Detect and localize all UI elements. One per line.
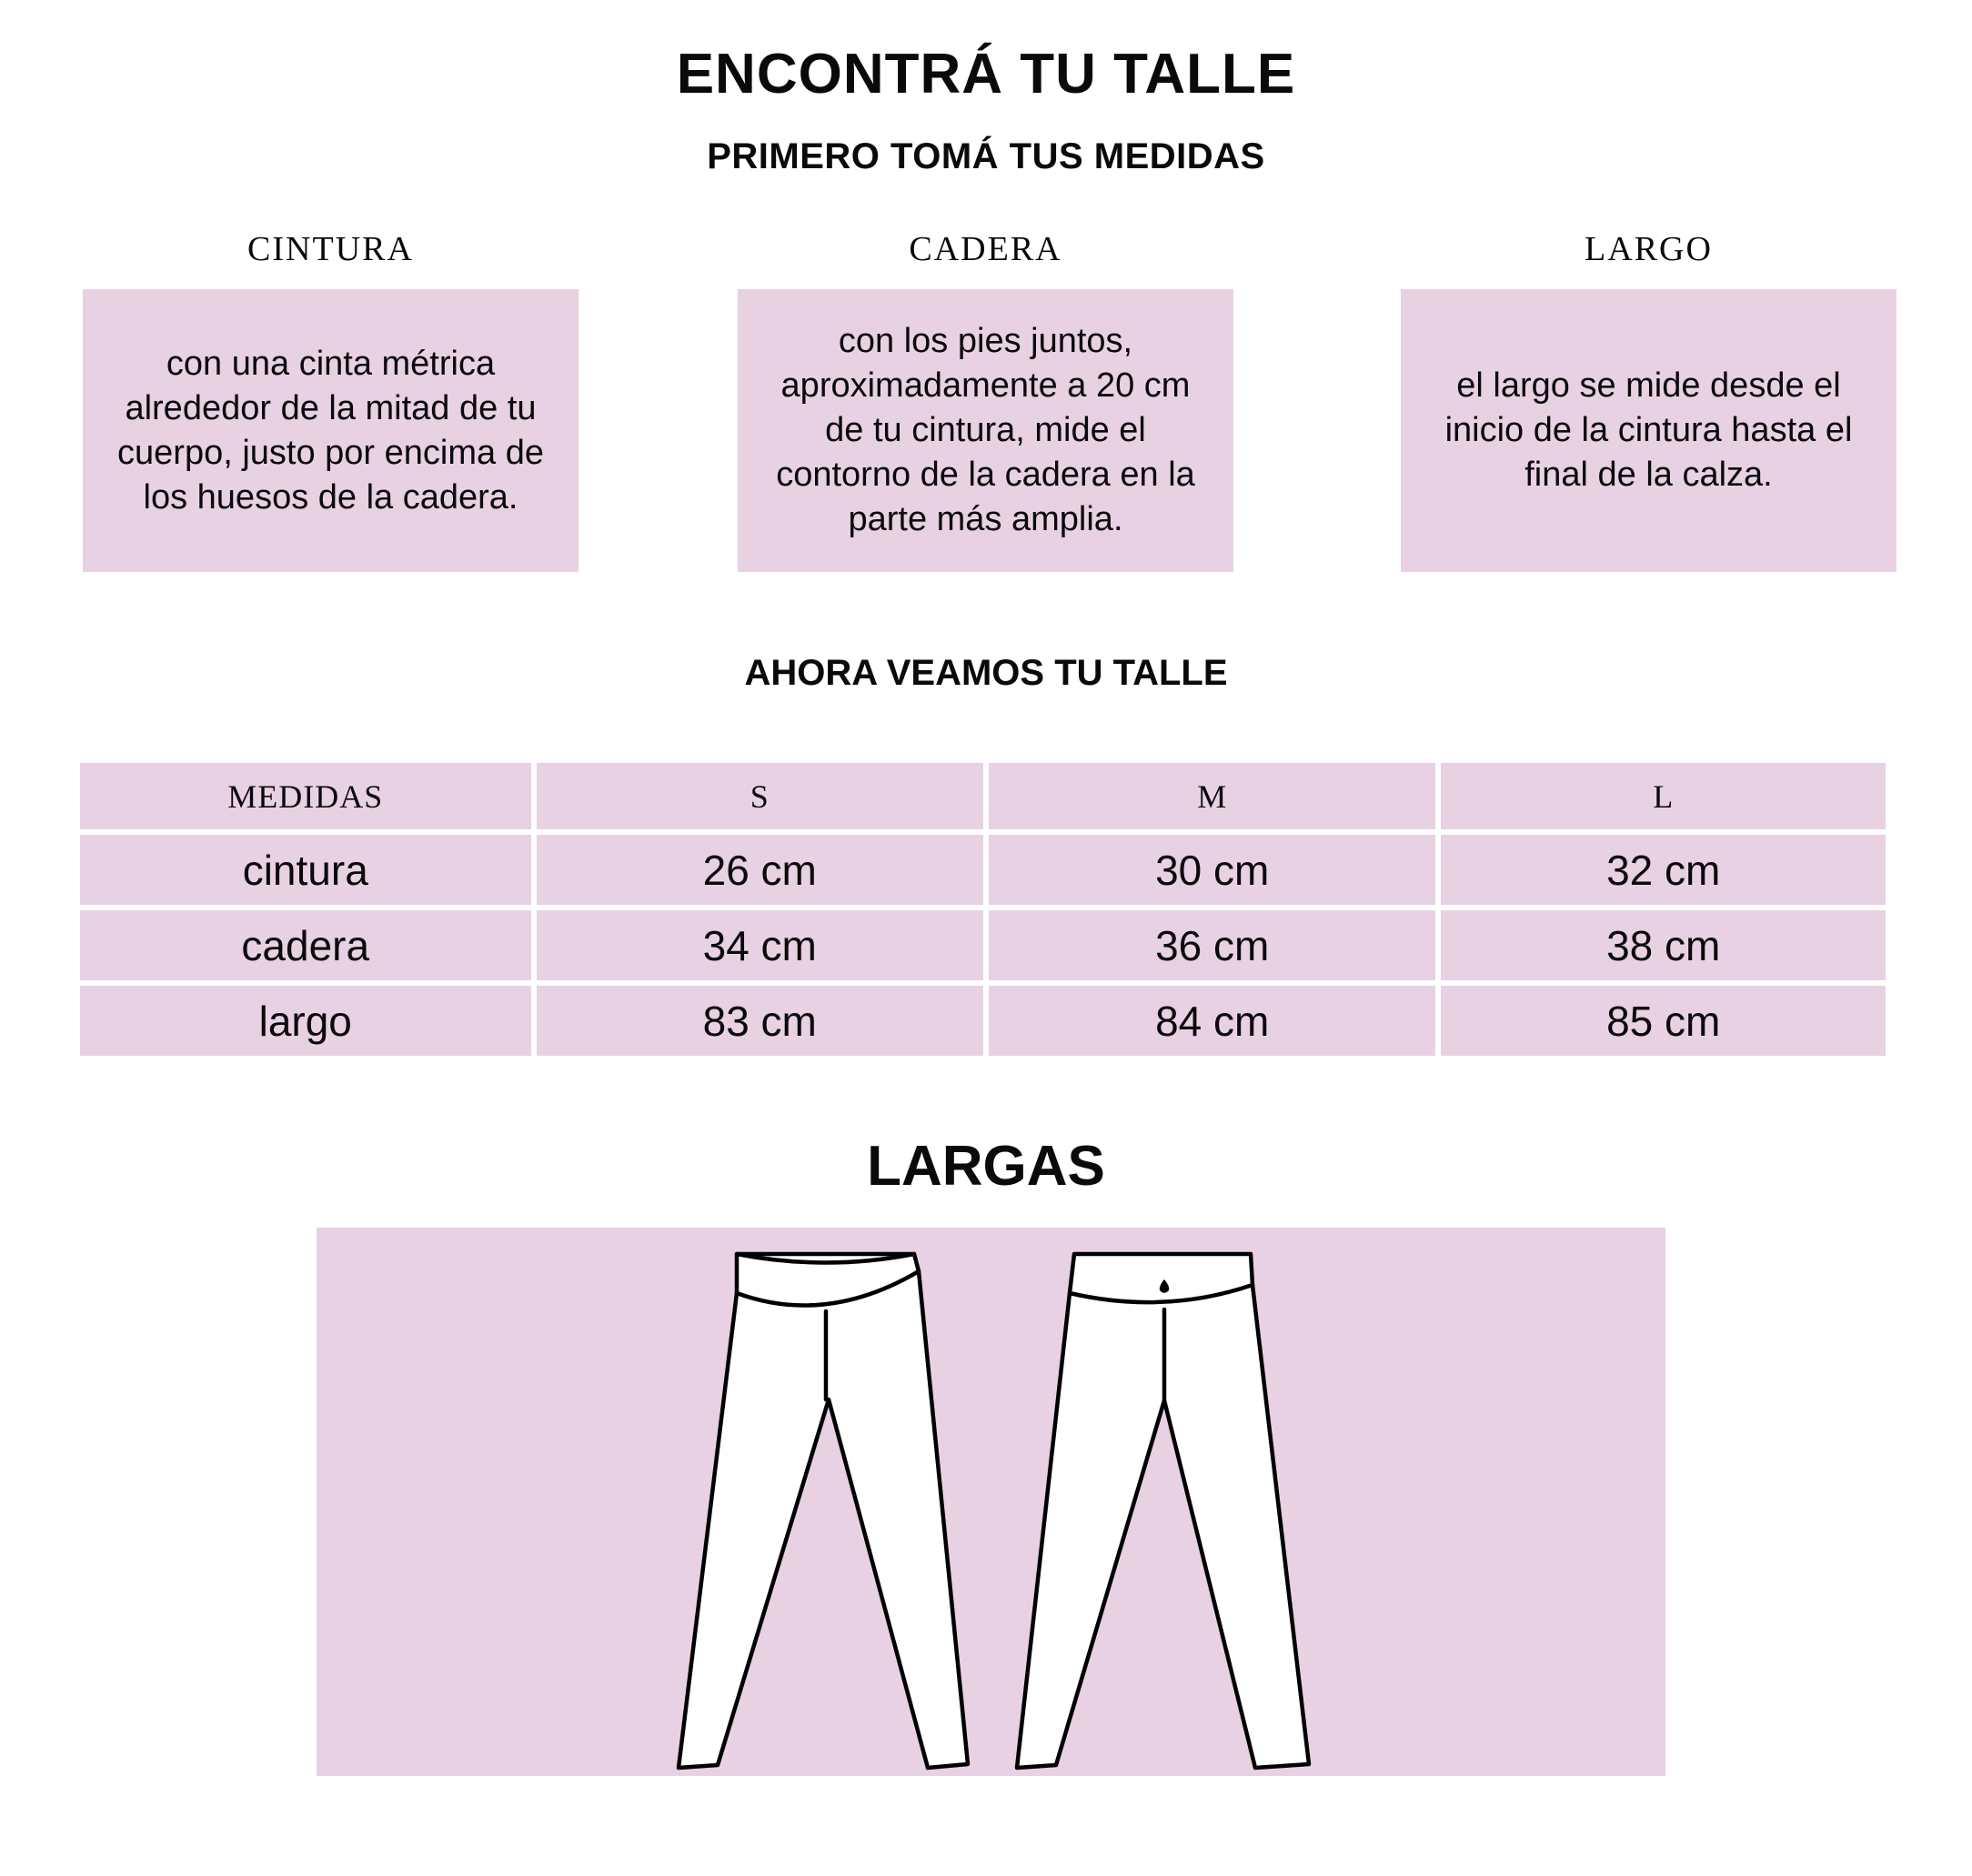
measure-heading-cintura: CINTURA	[247, 230, 414, 268]
table-row	[80, 986, 1886, 1056]
cell-cintura-l: 32 cm	[1441, 835, 1886, 905]
cell-cadera-l: 38 cm	[1441, 910, 1886, 980]
leggings-illustration	[317, 1228, 1665, 1776]
cell-cintura-s: 26 cm	[537, 835, 983, 905]
table-row	[80, 910, 1886, 980]
cell-largo-l: 85 cm	[1441, 986, 1886, 1056]
cell-cadera-m: 36 cm	[989, 910, 1435, 980]
size-section-title: AHORA VEAMOS TU TALLE	[744, 653, 1228, 693]
measure-card-largo	[1401, 289, 1897, 572]
leggings-illustration-panel	[317, 1228, 1665, 1776]
page-title: ENCONTRÁ TU TALLE	[676, 43, 1296, 105]
header-size-m: M	[989, 763, 1435, 829]
leggings-front-icon	[679, 1254, 968, 1768]
measure-card-cadera	[738, 289, 1233, 572]
size-table-header-row	[80, 763, 1886, 829]
header-size-s: S	[537, 763, 983, 829]
measure-heading-cadera: CADERA	[909, 230, 1062, 268]
header-size-l: L	[1441, 763, 1886, 829]
table-row	[80, 835, 1886, 905]
measure-card-cintura	[83, 289, 579, 572]
header-medidas: MEDIDAS	[80, 763, 531, 829]
cell-cintura-m: 30 cm	[989, 835, 1435, 905]
measure-heading-largo: LARGO	[1585, 230, 1713, 268]
cell-largo-m: 84 cm	[989, 986, 1435, 1056]
measure-description-largo: el largo se mide desde el inicio de la cintura hasta el final de la calza.	[1444, 366, 1853, 494]
measure-description-cadera: con los pies juntos, aproximadamente a 20 cm de tu cintura, mide el contorno de la cadera en la parte más amplia.	[776, 322, 1195, 538]
measure-description-cintura: con una cinta métrica alrededor de la mitad de tu cuerpo, justo por encima de los huesos de la cadera.	[117, 344, 544, 517]
leggings-back-icon	[1017, 1254, 1309, 1768]
row-label-cintura: cintura	[80, 835, 531, 905]
product-title: LARGAS	[867, 1135, 1105, 1198]
cell-largo-s: 83 cm	[537, 986, 983, 1056]
row-label-largo: largo	[80, 986, 531, 1056]
page-subtitle: PRIMERO TOMÁ TUS MEDIDAS	[707, 136, 1265, 176]
row-label-cadera: cadera	[80, 910, 531, 980]
size-table	[75, 757, 1891, 1061]
cell-cadera-s: 34 cm	[537, 910, 983, 980]
